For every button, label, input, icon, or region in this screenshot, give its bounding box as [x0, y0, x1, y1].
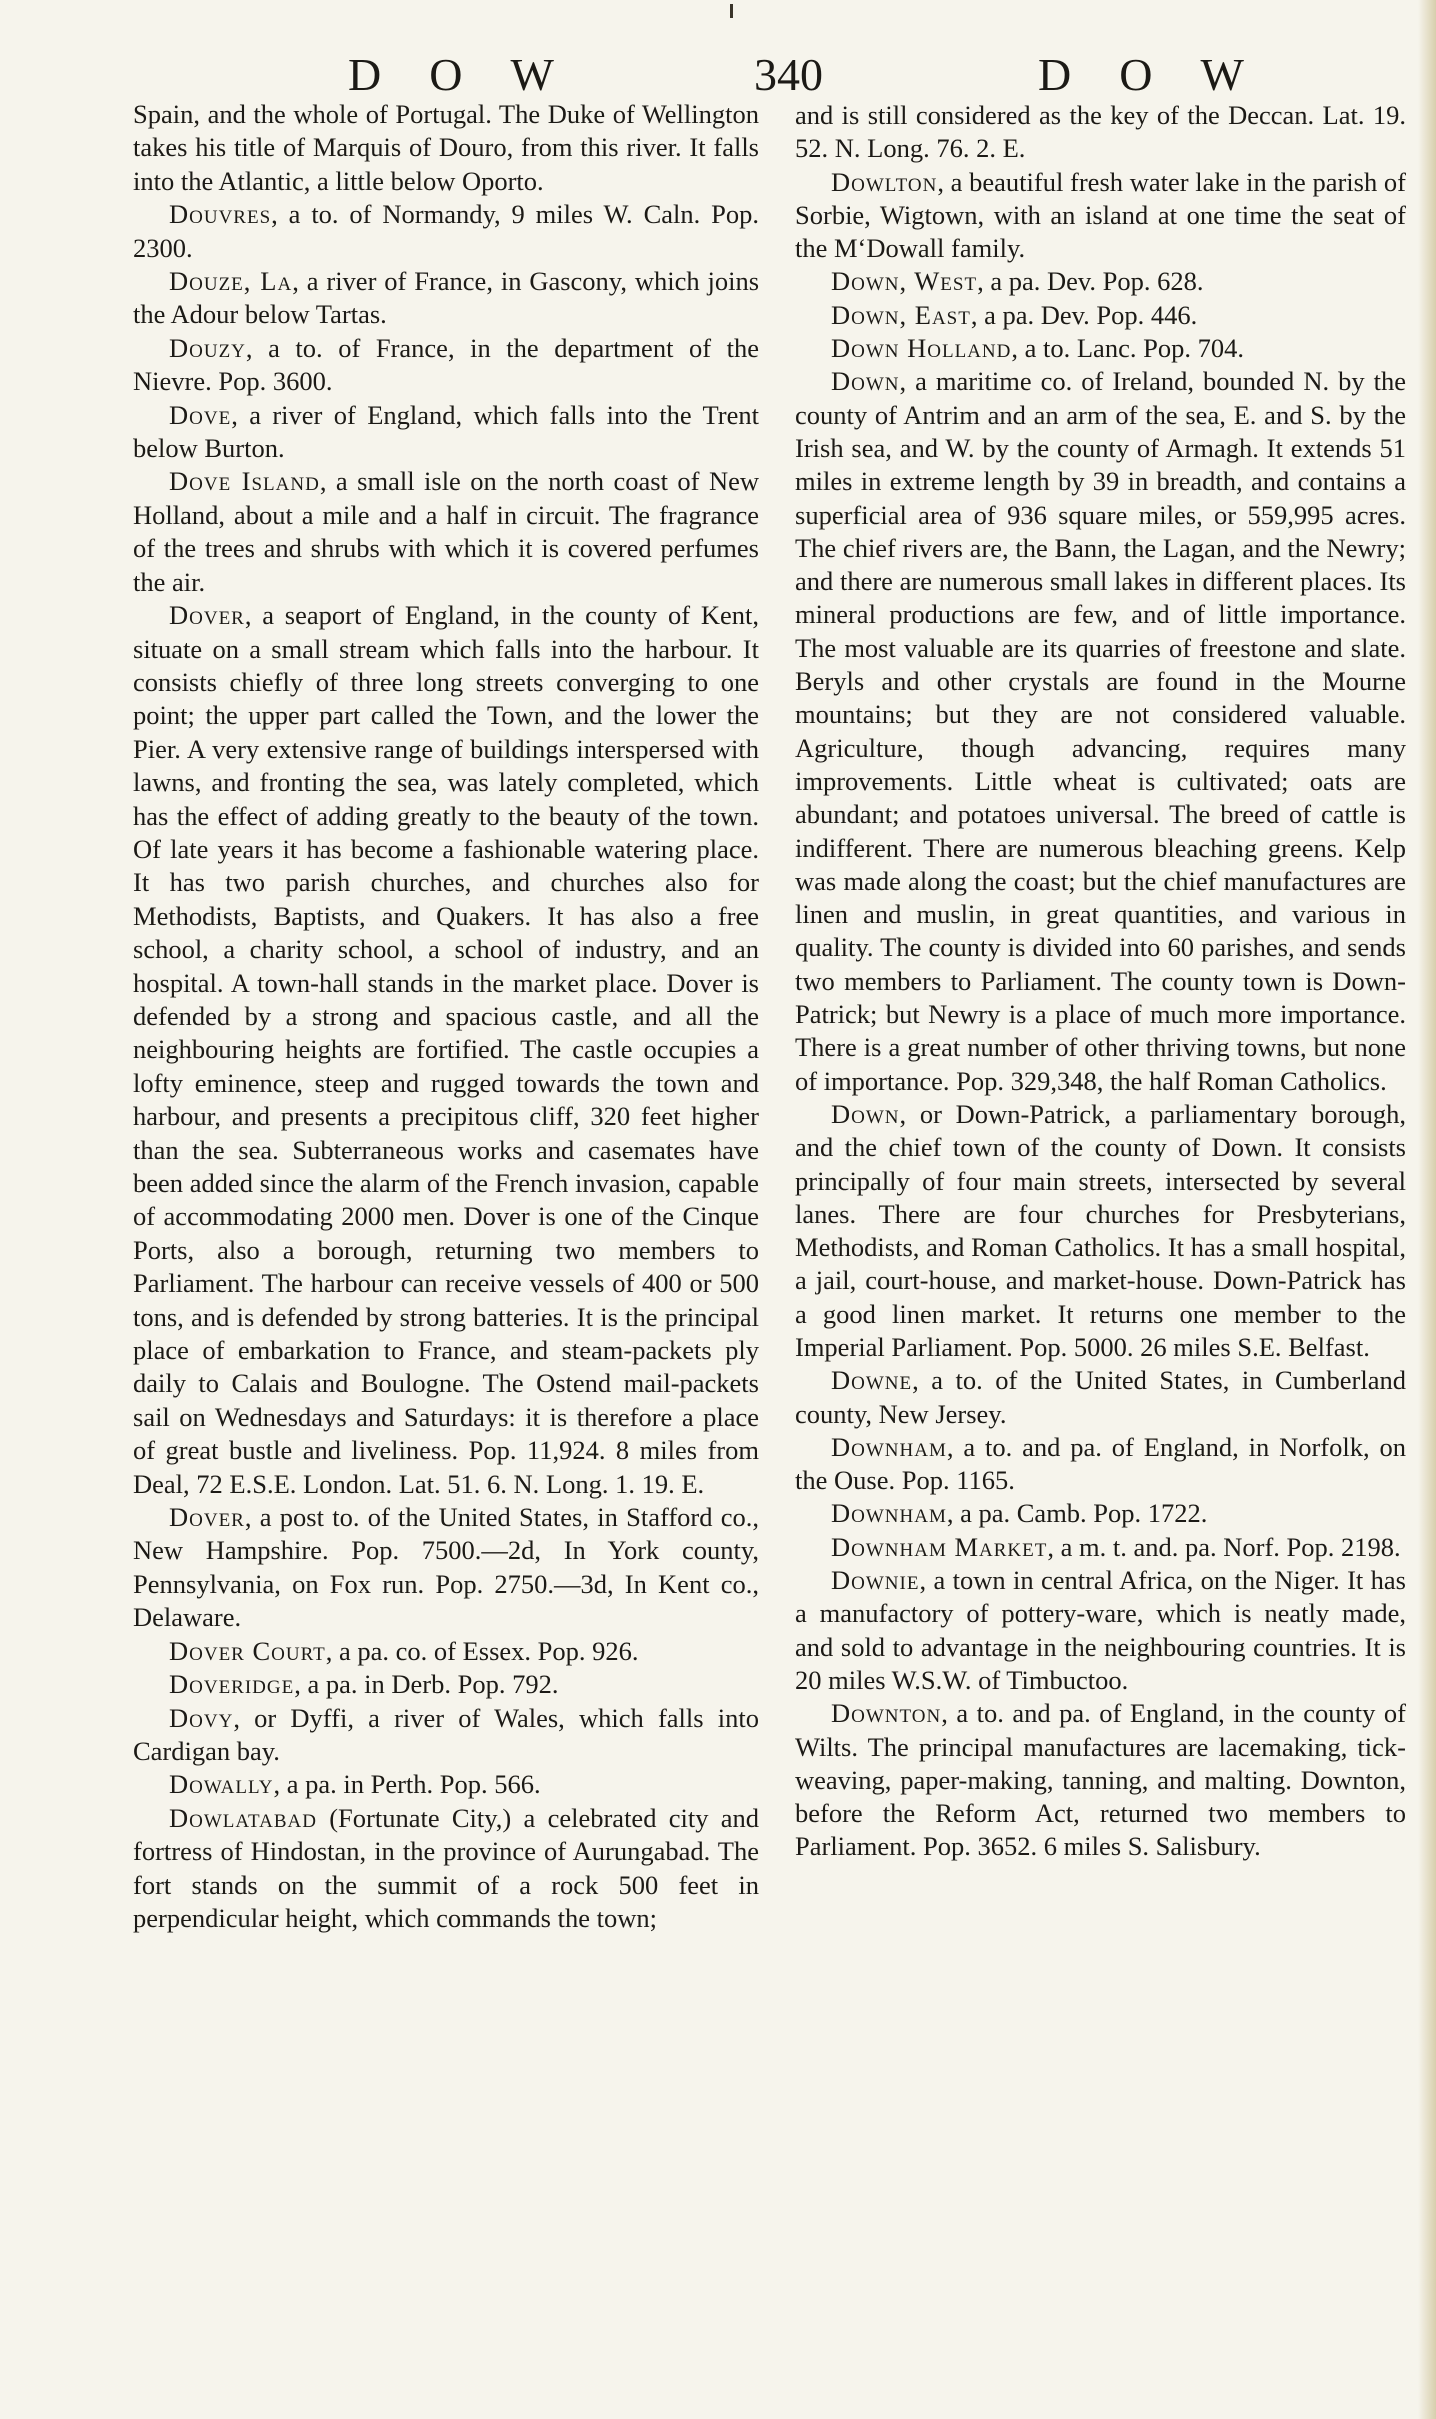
entry-text: , a pa. Camb. Pop. 1722. — [946, 1498, 1208, 1529]
page-edge-shadow — [1418, 0, 1436, 2419]
entry-text: , a pa. co. of Essex. Pop. 926. — [325, 1635, 639, 1666]
entry-text: and is still considered as the key of the Deccan. Lat. 19. 52. N. Long. 76. 2. E. — [795, 100, 1406, 164]
entry-headword: Down Holland — [831, 333, 1012, 364]
dictionary-entry — [133, 198, 759, 265]
entry-headword: Douzy — [169, 332, 246, 363]
entry-text: , a to. and pa. of England, in Norfolk, on the Ouse. Pop. 1165. — [795, 1431, 1406, 1496]
dictionary-entry — [795, 1364, 1406, 1431]
dictionary-entry — [133, 98, 759, 198]
entry-text: , a town in central Africa, on the Niger. It has a manufactory of pottery-ware, which is neatly made, and sold to advantage in the neighbouring countries. It is 20 miles W.S.W. of Timbuctoo. — [795, 1565, 1406, 1695]
dictionary-entry — [133, 1802, 759, 1936]
entry-text: , a maritime co. of Ireland, bounded N. by the county of Antrim and an arm of the sea, E. and S. by the Irish sea, and W. by the county of Armagh. It extends 51 miles in extreme length by 39 in breadth, and contains a superficial area of 936 square miles, or 559,995 acres. The chief rivers are, the Bann, the Lagan, and the Newry; and there are numerous small lakes in different places. Its mineral productions are few, and of little importance. The most valuable are its quarries of freestone and slate. Beryls and other crystals are found in the Mourne mountains; but they are not considered valuable. Agriculture, though advancing, requires many improvements. Little wheat is cultivated; oats are abundant; and potatoes universal. The breed of cattle is indifferent. There are numerous bleaching greens. Kelp was made along the coast; but the chief manufactures are linen and muslin, in great quantities, and various in quality. The county is divided into 60 parishes, and sends two members to Parliament. The county town is Down-Patrick; but Newry is a place of much more importance. There is a great number of other thriving towns, but none of importance. Pop. 329,348, the half Roman Catholics. — [795, 366, 1406, 1096]
entry-headword: Dovy — [169, 1702, 234, 1733]
entry-headword: Downham Market — [831, 1531, 1048, 1562]
entry-text: , a to. of Normandy, 9 miles W. Caln. Pop. 2300. — [133, 199, 759, 263]
entry-text: , a seaport of England, in the county of Kent, situate on a small stream which falls into the harbour. It consists chiefly of three long streets converging to one point; the upper part called the Town, and the lower the Pier. A very extensive range of buildings interspersed with lawns, and fronting the sea, was lately completed, which has the effect of adding greatly to the beauty of the town. Of late years it has become a fashionable watering place. It has two parish churches, and churches also for Methodists, Baptists, and Quakers. It has also a free school, a charity school, a school of industry, and an hospital. A town-hall stands in the market place. Dover is defended by a strong and spacious castle, and all the neighbouring heights are fortified. The castle occupies a lofty eminence, steep and rugged towards the town and harbour, and presents a precipitous cliff, 320 feet higher than the sea. Subterraneous works and casemates have been added since the alarm of the French invasion, capable of accommodating 2000 men. Dover is one of the Cinque Ports, also a borough, returning two members to Parliament. The harbour can receive vessels of 400 or 500 tons, and is defended by strong batteries. It is the principal place of embarkation to France, and steam-packets ply daily to Calais and Boulogne. The Ostend mail-packets sail on Wednesdays and Saturdays: it is therefore a place of great bustle and liveliness. Pop. 11,924. 8 miles from Deal, 72 E.S.E. London. Lat. 51. 6. N. Long. 1. 19. E. — [133, 600, 759, 1499]
entry-text: , a to. Lanc. Pop. 704. — [1011, 333, 1244, 364]
entry-headword: Douze, La — [169, 266, 293, 297]
entry-text: , a river of England, which falls into the Trent below Burton. — [133, 399, 759, 464]
left-column — [133, 98, 759, 1935]
entry-headword: Doveridge — [169, 1669, 295, 1700]
dictionary-entry — [133, 1768, 759, 1801]
header-right-guide-word: DOW — [1038, 49, 1292, 100]
entry-text: , a to. of the United States, in Cumberland county, New Jersey. — [795, 1365, 1406, 1429]
entry-headword: Dove — [169, 399, 232, 430]
entry-text: , a beautiful fresh water lake in the parish of Sorbie, Wigtown, with an island at one time the seat of the M‘Dowall family. — [795, 166, 1406, 264]
scan-mark — [730, 4, 733, 18]
page-number: 340 — [754, 49, 823, 100]
entry-text: (Fortunate City,) a celebrated city and fortress of Hindostan, in the province of Aurungabad. The fort stands on the summit of a rock 500 feet in perpendicular height, which commands the town; — [133, 1802, 759, 1933]
dictionary-entry — [795, 166, 1406, 266]
dictionary-entry — [133, 599, 759, 1501]
entry-headword: Dover — [169, 1502, 245, 1533]
entry-text: , a river of France, in Gascony, which joins the Adour below Tartas. — [133, 266, 760, 330]
dictionary-entry — [133, 332, 759, 399]
entry-text: , a pa. Dev. Pop. 446. — [970, 299, 1198, 330]
entry-text: , a m. t. and. pa. Norf. Pop. 2198. — [1047, 1531, 1401, 1562]
entry-headword: Dove Island — [169, 466, 320, 497]
entry-headword: Downham — [831, 1431, 947, 1462]
entry-text: , a post to. of the United States, in Stafford co., New Hampshire. Pop. 7500.—2d, In York county, Pennsylvania, on Fox run. Pop. 2750.—3d, In Kent co., Delaware. — [133, 1502, 759, 1633]
dictionary-entry — [795, 365, 1406, 1098]
entry-text: Spain, and the whole of Portugal. The Duke of Wellington takes his title of Marquis of Douro, from this river. It falls into the Atlantic, a little below Oporto. — [133, 99, 759, 196]
dictionary-entry — [133, 399, 759, 466]
dictionary-entry — [795, 332, 1406, 365]
entry-text: , a to. and pa. of England, in the county of Wilts. The principal manufactures are lacemaking, tick-weaving, paper-making, tanning, and malting. Downton, before the Reform Act, returned two members to Parliament. Pop. 3652. 6 miles S. Salisbury. — [795, 1698, 1406, 1862]
dictionary-entry — [133, 1668, 759, 1701]
dictionary-entry — [795, 1697, 1406, 1863]
entry-text: , a pa. Dev. Pop. 628. — [977, 266, 1204, 297]
dictionary-entry — [795, 99, 1406, 166]
dictionary-entry — [795, 1531, 1406, 1564]
dictionary-entry — [133, 1501, 759, 1635]
entry-text: , a to. of France, in the department of the Nievre. Pop. 3600. — [133, 332, 759, 397]
right-column — [795, 99, 1406, 1864]
entry-headword: Down — [831, 366, 900, 397]
entry-text: , a small isle on the north coast of New Holland, about a mile and a half in circuit. The fragrance of the trees and shrubs with which it is covered perfumes the air. — [133, 466, 759, 597]
dictionary-entry — [795, 1431, 1406, 1498]
entry-headword: Downe — [831, 1365, 913, 1396]
entry-headword: Down — [831, 1098, 900, 1129]
entry-headword: Downham — [831, 1498, 947, 1529]
dictionary-entry — [795, 1497, 1406, 1530]
entry-headword: Downton — [831, 1698, 942, 1729]
dictionary-entry — [795, 299, 1406, 332]
dictionary-entry — [133, 1702, 759, 1769]
dictionary-entry — [795, 265, 1406, 298]
dictionary-entry — [133, 1635, 759, 1668]
entry-text: , a pa. in Derb. Pop. 792. — [294, 1669, 559, 1700]
entry-headword: Dover — [169, 600, 245, 631]
dictionary-entry — [795, 1564, 1406, 1697]
entry-headword: Down, East — [831, 299, 971, 330]
entry-headword: Dowlatabad — [169, 1802, 317, 1833]
entry-text: , or Down-Patrick, a parliamentary borough, and the chief town of the county of Down. It consists principally of four main streets, intersected by several lanes. There are four churches for Presbyterians, Methodists, and Roman Catholics. It has a small hospital, a jail, court-house, and market-house. Down-Patrick has a good linen market. It returns one member to the Imperial Parliament. Pop. 5000. 26 miles S.E. Belfast. — [795, 1098, 1406, 1362]
entry-headword: Down, West — [831, 266, 978, 297]
entry-headword: Dover Court — [169, 1635, 326, 1666]
dictionary-entry — [133, 265, 759, 332]
header-left-guide-word: DOW — [348, 49, 602, 100]
entry-headword: Downie — [831, 1565, 920, 1596]
entry-headword: Douvres — [169, 199, 272, 230]
entry-headword: Dowlton — [831, 166, 938, 197]
dictionary-entry — [795, 1098, 1406, 1364]
entry-headword: Dowally — [169, 1769, 274, 1800]
entry-text: , or Dyffi, a river of Wales, which falls into Cardigan bay. — [133, 1702, 759, 1766]
entry-text: , a pa. in Perth. Pop. 566. — [273, 1769, 541, 1800]
dictionary-entry — [133, 465, 759, 599]
